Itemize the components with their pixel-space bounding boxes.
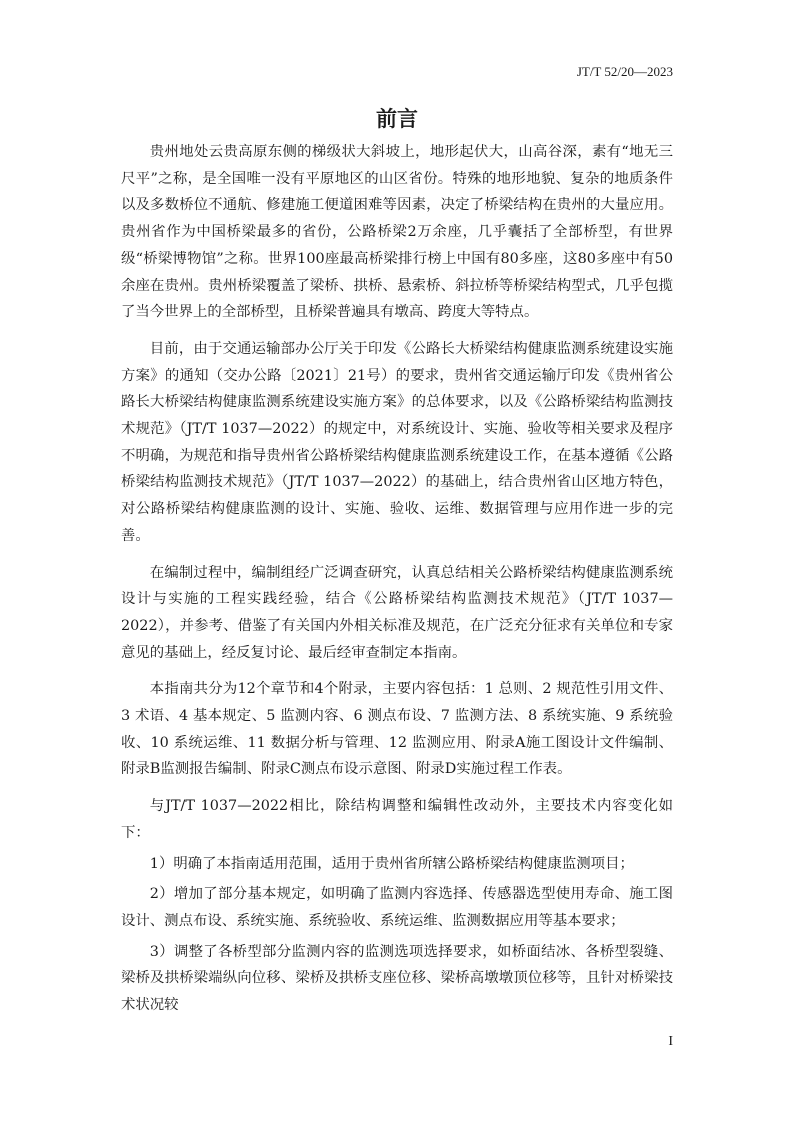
page-title: 前言 — [376, 107, 418, 131]
paragraph-purpose: 目前，由于交通运输部办公厅关于印发《公路长大桥梁结构健康监测系统建设实施方案》的通知（交办公路〔2021〕21号）的要求，贵州省交通运输厅印发《贵州省公路长大桥梁结构健康监测系统建设实施方案》的总体要求，以及《公路桥梁结构监测技术规范》（JT/T 1037—2022）的规定中，对系统设计、实施、验收等相关要求及程序不明确，为规范和指导贵州省公路桥梁结构健康监测系统建设工作，在基本遵循《公路桥梁结构监测技术规范》（JT/T 1037—2022）的基础上，结合贵州省山区地方特色，对公路桥梁结构健康监测的设计、实施、验收、运维、数据管理与应用作进一步的完善。 — [121, 340, 673, 544]
change-item-2: 2）增加了部分基本规定，如明确了监测内容选择、传感器选型使用寿命、施工图设计、测点布设、系统实施、系统验收、系统运维、监测数据应用等基本要求； — [121, 886, 673, 929]
paragraph-process: 在编制过程中，编制组经广泛调查研究，认真总结相关公路桥梁结构健康监测系统设计与实施的工程实践经验，结合《公路桥梁结构监测技术规范》（JT/T 1037—2022），并参考、借鉴了有关国内外相关标准及规范，在广泛充分征求有关单位和专家意见的基础上，经反复讨论、最后经审查制定本指南。 — [121, 564, 673, 661]
document-code: JT/T 52/20—2023 — [576, 64, 673, 79]
body-text — [121, 139, 673, 1023]
paragraph-background: 贵州地处云贵高原东侧的梯级状大斜坡上，地形起伏大，山高谷深，素有“地无三尺平”之称，是全国唯一没有平原地区的山区省份。特殊的地形地貌、复杂的地质条件以及多数桥位不通航、修建施工便道困难等因素，决定了桥梁结构在贵州的大量应用。贵州省作为中国桥梁最多的省份，公路桥梁2万余座，几乎囊括了全部桥型，有世界级“桥梁博物馆”之称。世界100座最高桥梁排行榜上中国有80多座，这80多座中有50余座在贵州。贵州桥梁覆盖了梁桥、拱桥、悬索桥、斜拉桥等桥梁结构型式，几乎包揽了当今世界上的全部桥型，且桥梁普遍具有墩高、跨度大等特点。 — [121, 144, 673, 321]
paragraph-contents: 本指南共分为12个章节和4个附录，主要内容包括：1 总则、2 规范性引用文件、3 术语、4 基本规定、5 监测内容、6 测点布设、7 监测方法、8 系统实施、9 系统验收、10 系统运维、11 数据分析与管理、12 监测应用、附录A施工图设计文件编制、附录B监测报告编制、附录C测点布设示意图、附录D实施过程工作表。 — [121, 681, 673, 778]
change-item-1: 1）明确了本指南适用范围，适用于贵州省所辖公路桥梁结构健康监测项目； — [149, 855, 634, 872]
paragraph-changes-intro: 与JT/T 1037—2022相比，除结构调整和编辑性改动外，主要技术内容变化如下： — [121, 798, 673, 841]
page-number: I — [668, 1034, 673, 1049]
change-item-3: 3）调整了各桥型部分监测内容的监测选项选择要求，如桥面结冰、各桥型裂缝、梁桥及拱桥梁端纵向位移、梁桥及拱桥支座位移、梁桥高墩墩顶位移等，且针对桥梁技术状况较 — [121, 943, 673, 1014]
